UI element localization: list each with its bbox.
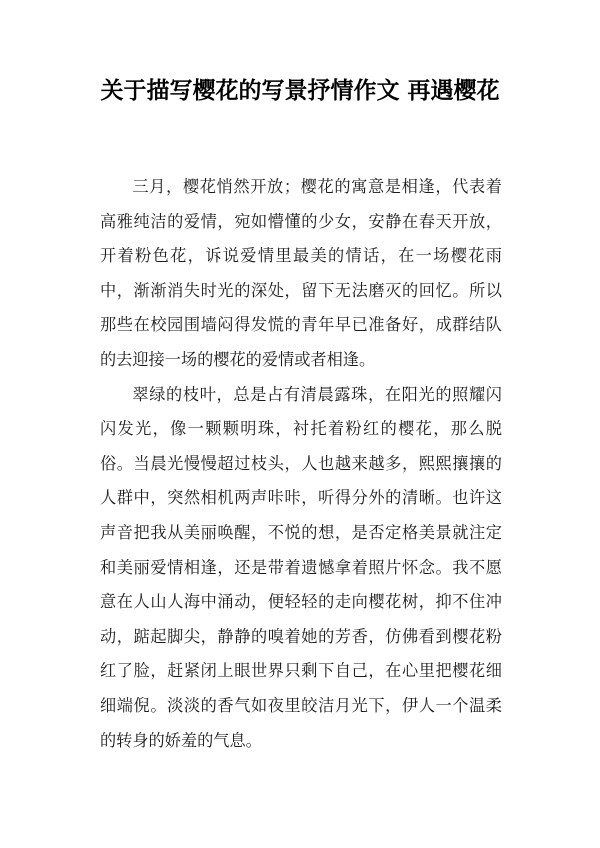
document-title: 关于描写樱花的写景抒情作文 再遇樱花 [100, 78, 500, 104]
paragraph: 翠绿的枝叶，总是占有清晨露珠，在阳光的照耀闪闪发光，像一颗颗明珠，衬托着粉红的樱花，那么脱俗。当晨光慢慢超过枝头，人也越来越多，熙熙攘攘的人群中，突然相机两声咔咔，听得分外的清晰。也许这声音把我从美丽唤醒，不悦的想，是否定格美景就注定和美丽爱情相逢，还是带着遗憾拿着照片怀念。我不愿意在人山人海中涌动，便轻轻的走向樱花树，抑不住冲动，踮起脚尖，静静的嗅着她的芳香，仿佛看到樱花粉红了脸，赶紧闭上眼世界只剩下自己，在心里把樱花细细端倪。淡淡的香气如夜里皎洁月光下，伊人一个温柔的转身的娇羞的气息。 [100, 384, 502, 750]
document-body [100, 170, 502, 758]
paragraph: 三月，樱花悄然开放；樱花的寓意是相逢，代表着高雅纯洁的爱情，宛如懵懂的少女，安静在春天开放，开着粉色花，诉说爱情里最美的情话，在一场樱花雨中，渐渐消失时光的深处，留下无法磨灭的回忆。所以那些在校园围墙闷得发慌的青年早已准备好，成群结队的去迎接一场的樱花的爱情或者相逢。 [100, 177, 502, 369]
